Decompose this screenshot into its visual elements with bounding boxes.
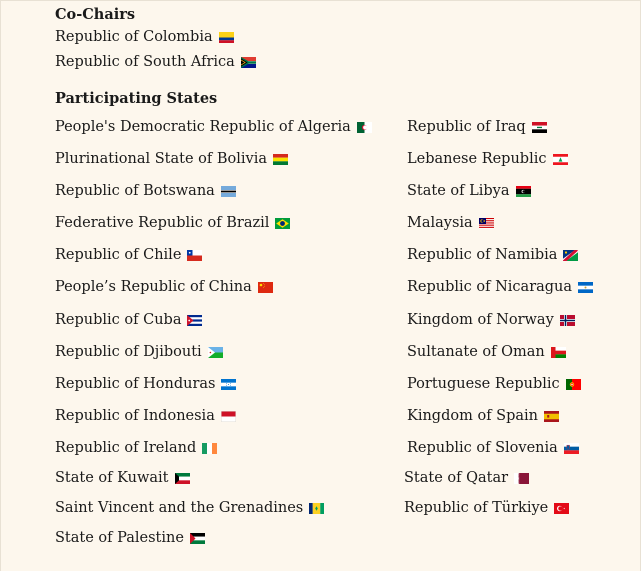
country-name: Federative Republic of Brazil <box>55 215 270 231</box>
co-chair-item <box>55 28 234 46</box>
participating-state-item <box>407 343 566 361</box>
norway-flag-icon <box>560 315 575 326</box>
slovenia-flag-icon <box>564 443 579 454</box>
saint-vincent-flag-icon <box>309 503 324 514</box>
participating-state-item <box>407 214 494 232</box>
country-name: State of Kuwait <box>55 470 169 486</box>
country-name: Republic of Ireland <box>55 440 197 456</box>
botswana-flag-icon <box>221 186 236 197</box>
lebanon-flag-icon <box>553 154 568 165</box>
participating-state-item <box>407 118 547 136</box>
country-name: Lebanese Republic <box>407 151 547 167</box>
country-name: Republic of Slovenia <box>407 440 558 456</box>
participating-state-item <box>55 407 236 425</box>
country-name: State of Libya <box>407 183 510 199</box>
country-name: Republic of Indonesia <box>55 408 215 424</box>
participating-state-item <box>407 246 578 264</box>
country-name: Plurinational State of Bolivia <box>55 151 267 167</box>
participating-state-item <box>407 150 568 168</box>
participating-state-item <box>407 375 581 393</box>
country-name: Republic of Botswana <box>55 183 215 199</box>
participating-state-item <box>55 214 290 232</box>
country-name: Malaysia <box>407 215 473 231</box>
honduras-flag-icon <box>221 379 236 390</box>
palestine-flag-icon <box>190 533 205 544</box>
algeria-flag-icon <box>357 122 372 133</box>
participating-state-item <box>404 499 569 517</box>
south-africa-flag-icon <box>241 57 256 68</box>
country-name: Portuguese Republic <box>407 376 560 392</box>
kuwait-flag-icon <box>175 473 190 484</box>
country-name: People’s Republic of China <box>55 279 252 295</box>
country-name: Republic of Cuba <box>55 312 182 328</box>
country-name: People's Democratic Republic of Algeria <box>55 119 351 135</box>
participating-state-item <box>407 407 559 425</box>
chile-flag-icon <box>187 250 202 261</box>
malaysia-flag-icon <box>479 218 494 229</box>
participating-state-item <box>55 529 205 547</box>
participating-state-item <box>407 311 575 329</box>
participating-state-item <box>55 469 190 487</box>
page-frame-left <box>0 0 1 571</box>
country-name: Republic of Iraq <box>407 119 526 135</box>
cuba-flag-icon <box>187 315 202 326</box>
participating-states-heading: Participating States <box>55 90 218 107</box>
participating-state-item <box>55 499 324 517</box>
page-frame-top <box>0 0 641 1</box>
country-name: Saint Vincent and the Grenadines <box>55 500 304 516</box>
participating-state-item <box>407 182 531 200</box>
qatar-flag-icon <box>514 473 529 484</box>
bolivia-flag-icon <box>273 154 288 165</box>
country-name: Republic of South Africa <box>55 54 235 70</box>
country-name: Republic of Djibouti <box>55 344 202 360</box>
colombia-flag-icon <box>219 32 234 43</box>
participating-state-item <box>55 150 288 168</box>
iraq-flag-icon <box>532 122 547 133</box>
spain-flag-icon <box>544 411 559 422</box>
participating-state-item <box>404 469 529 487</box>
participating-state-item <box>55 375 236 393</box>
participating-state-item <box>55 439 217 457</box>
country-name: State of Qatar <box>404 470 509 486</box>
libya-flag-icon <box>516 186 531 197</box>
portugal-flag-icon <box>566 379 581 390</box>
country-name: State of Palestine <box>55 530 184 546</box>
co-chairs-heading: Co-Chairs <box>55 6 136 23</box>
oman-flag-icon <box>551 347 566 358</box>
country-name: Kingdom of Spain <box>407 408 539 424</box>
country-name: Republic of Türkiye <box>404 500 549 516</box>
country-name: Republic of Colombia <box>55 29 213 45</box>
ireland-flag-icon <box>202 443 217 454</box>
country-name: Kingdom of Norway <box>407 312 554 328</box>
co-chair-item <box>55 53 256 71</box>
participating-state-item <box>55 311 202 329</box>
participating-state-item <box>55 343 223 361</box>
country-name: Republic of Namibia <box>407 247 558 263</box>
country-name: Republic of Nicaragua <box>407 279 573 295</box>
namibia-flag-icon <box>563 250 578 261</box>
participating-state-item <box>407 278 593 296</box>
participating-state-item <box>55 278 273 296</box>
indonesia-flag-icon <box>221 411 236 422</box>
participating-state-item <box>55 182 236 200</box>
participating-state-item <box>55 246 202 264</box>
participating-state-item <box>407 439 579 457</box>
brazil-flag-icon <box>275 218 290 229</box>
country-name: Republic of Honduras <box>55 376 216 392</box>
djibouti-flag-icon <box>208 347 223 358</box>
turkiye-flag-icon <box>554 503 569 514</box>
country-name: Republic of Chile <box>55 247 182 263</box>
country-name: Sultanate of Oman <box>407 344 545 360</box>
china-flag-icon <box>258 282 273 293</box>
nicaragua-flag-icon <box>578 282 593 293</box>
participating-state-item <box>55 118 372 136</box>
